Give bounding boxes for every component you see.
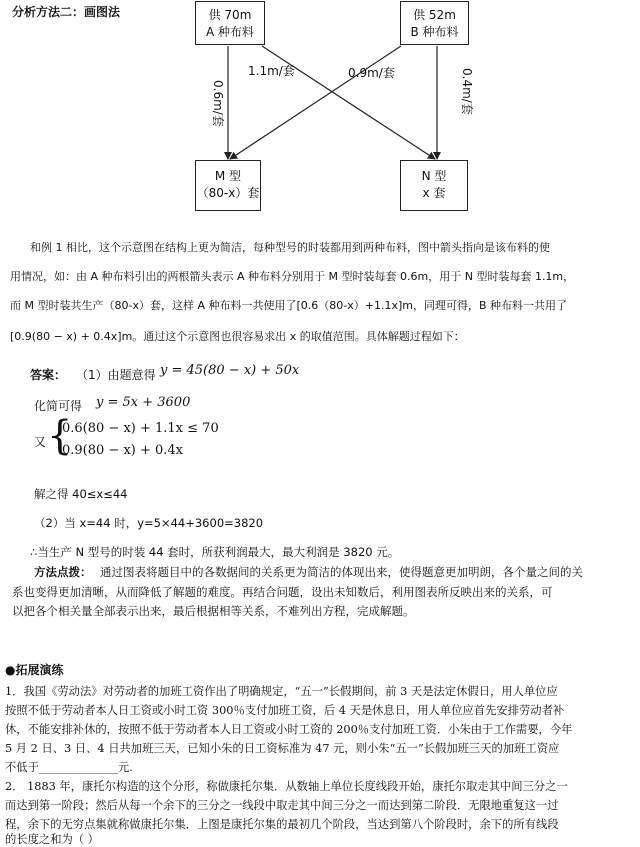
answer-label: 答案： (30, 368, 67, 382)
answer-step2-formula: y = 5x + 3600 (96, 395, 191, 410)
answer-step1-prefix: （1）由题意得 (76, 368, 156, 382)
box-n-type: N 型 (421, 169, 447, 183)
system-prefix: 又 (34, 435, 47, 449)
box-m-type: M 型 (214, 169, 242, 183)
box-type-m (195, 160, 261, 211)
method-tip-line-2: 系也变得更加清晰，从而降低了解题的难度。再结合问题，设出未知数后，利用图表所反映出来的关系，可 (12, 585, 553, 599)
arrow-a-to-n (262, 46, 435, 159)
box-m-count: （80-x）套 (196, 186, 260, 200)
q1-line-3: 休，不能安排补休的，按照不低于劳动者本人日工资或小时工资的 200％支付加班工资．小朱由于工作需要，今年 (5, 723, 573, 736)
explanation-line-2: 用情况，如：由 A 种布料引出的两根箭头表示 A 种布料分别用于 M 型时装每套 0.6m，用于 N 型时装每套 1.1m， (10, 270, 575, 283)
box-b-supply: 供 52m (413, 8, 456, 22)
q2-line-2: 而达到第一阶段；然后从每一个余下的三分之一线段中取走其中间三分之一而达到第二阶段．无限地重复这一过 (5, 799, 559, 812)
box-n-count: x 套 (422, 186, 446, 200)
answer-step2-prefix: 化简可得 (34, 399, 83, 413)
box-fabric-a (195, 1, 265, 45)
q1-line-1: 1．我国《劳动法》对劳动者的加班工资作出了明确规定，“五一”长假期间，前 3 天是法定休假日，用人单位应 (5, 685, 558, 698)
q1-line-2: 按照不低于劳动者本人日工资或小时工资 300％支付加班工资，后 4 天是休息日，用人单位应首先安排劳动者补 (5, 704, 565, 717)
method-tip-label: 方法点拨： (34, 565, 92, 579)
box-b-name: B 种布料 (410, 25, 459, 39)
box-type-n (400, 160, 468, 211)
answer-part2: （2）当 x=44 时，y=5×44+3600=3820 (34, 516, 264, 530)
system-brace: { (47, 413, 73, 459)
section-heading: 分析方法二：画图法 (12, 5, 121, 19)
explanation-line-3: 而 M 型时装共生产（80-x）套，这样 A 种布料一共使用了[0.6（80-x）+1.1x]m，同理可得，B 种布料一共用了 (10, 299, 568, 312)
q2-line-3: 程，余下的无穷点集就称做康托尔集．上图是康托尔集的最初几个阶段，当达到第八个阶段时，余下的所有线段 (5, 818, 559, 831)
explanation-line-1: 和例 1 相比，这个示意图在结构上更为简洁，每种型号的时装都用到两种布料，图中箭头指向是该布料的使 (30, 241, 550, 254)
fabric-flow-diagram (0, 0, 640, 215)
label-a-to-m: 0.6m/套 (211, 80, 225, 127)
system-line-1: 0.6(80 − x) + 1.1x ≤ 70 (62, 421, 219, 436)
method-tip-line-3: 以把各个相关量全部表示出来，最后根据相等关系，不难列出方程，完成解题。 (12, 604, 415, 618)
label-b-to-n: 0.4m/套 (460, 68, 474, 115)
box-a-supply: 供 70m (208, 8, 252, 22)
label-b-to-m: 0.9m/套 (348, 66, 395, 80)
method-tip-line-1: 通过图表将题目中的各数据间的关系更为简洁的体现出来，使得题意更加明朗，各个量之间的关 (100, 565, 583, 579)
practice-heading: ●拓展演练 (5, 663, 64, 677)
box-a-name: A 种布料 (205, 25, 255, 39)
q2-line-1: 2． 1883 年，康托尔构造的这个分形，称做康托尔集．从数轴上单位长度线段开始，康托尔取走其中间三分之一 (5, 780, 568, 793)
q1-line-4: 5 月 2 日、3 日、4 日共加班三天，已知小朱的日工资标准为 47 元，则小朱“五一”长假加班三天的加班工资应 (5, 742, 560, 755)
q1-line-5: 不低于______________元. (5, 761, 133, 774)
answer-solve: 解之得 40≤x≤44 (34, 487, 128, 501)
arrow-b-to-m (230, 46, 401, 159)
answer-step1-formula: y = 45(80 − x) + 50x (160, 363, 300, 378)
q2-line-4: 的长度之和为（ ） (5, 833, 99, 846)
label-a-to-n: 1.1m/套 (248, 64, 295, 78)
box-fabric-b (400, 1, 469, 45)
explanation-line-4: [0.9(80 − x) + 0.4x]m。通过这个示意图也很容易求出 x 的取值范围。具体解题过程如下： (10, 330, 465, 343)
system-line-2: 0.9(80 − x) + 0.4x (62, 443, 184, 458)
answer-conclusion: ∴当生产 N 型号的时装 44 套时，所获利润最大，最大利润是 3820 元。 (30, 545, 400, 559)
